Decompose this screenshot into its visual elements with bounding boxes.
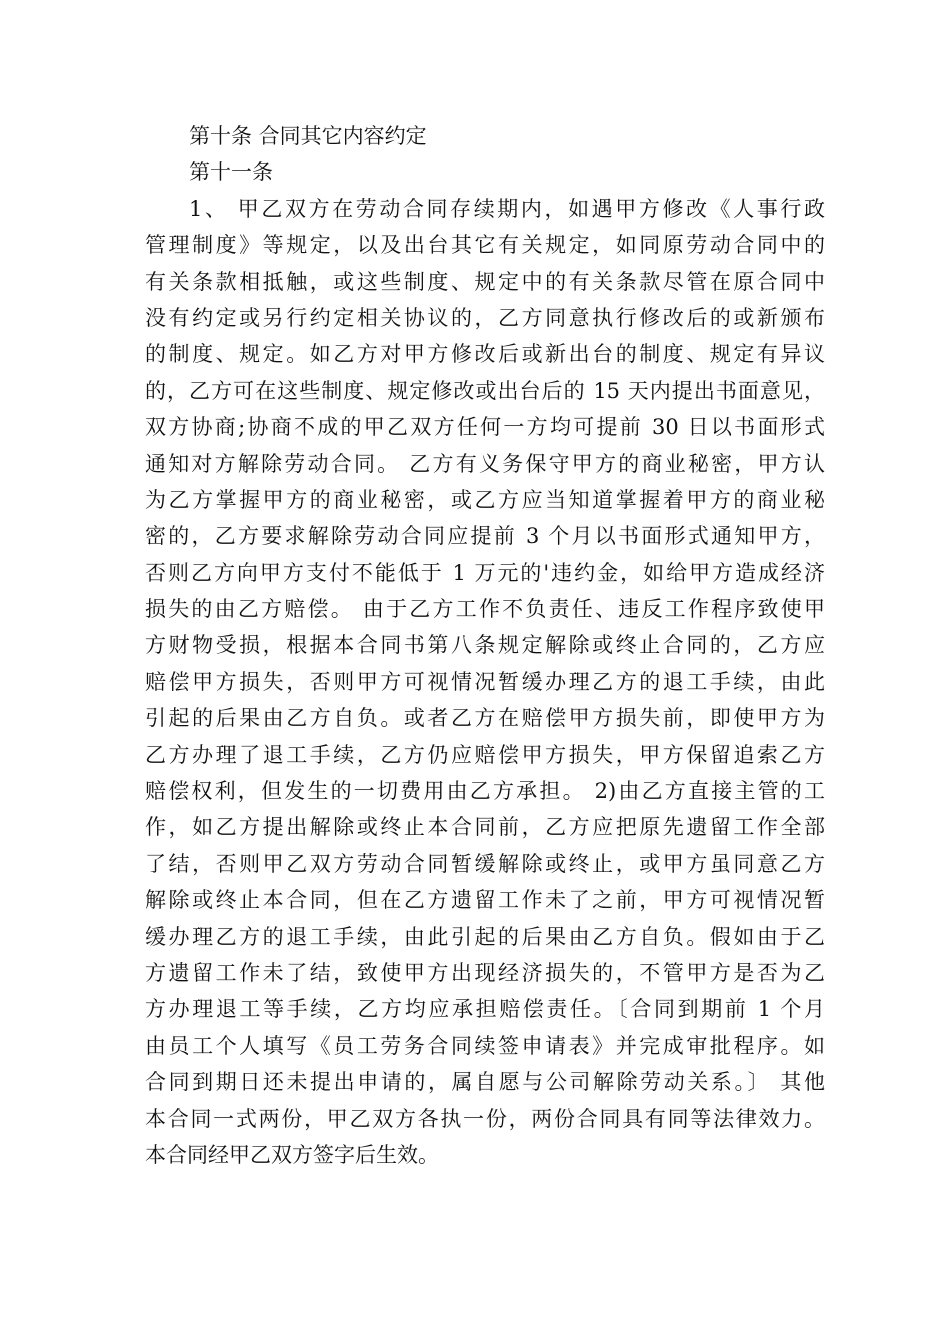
text-line: 通知对方解除劳动合同。 乙方有义务保守甲方的商业秘密，甲方认 [145,451,825,476]
text-line: 本合同一式两份，甲乙双方各执一份，两份合同具有同等法律效力。 [145,1106,825,1131]
text-line: 有关条款相抵触，或这些制度、规定中的有关条款尽管在原合同中 [145,269,825,294]
text-line: 没有约定或另行约定相关协议的，乙方同意执行修改后的或新颁布 [145,305,825,330]
text-line: 的，乙方可在这些制度、规定修改或出台后的 15 天内提出书面意见， [145,378,825,403]
text-line: 赔偿权利，但发生的一切费用由乙方承担。 2)由乙方直接主管的工 [145,779,825,804]
text-line: 否则乙方向甲方支付不能低于 1 万元的'违约金，如给甲方造成经济 [145,560,825,585]
text-line: 缓办理乙方的退工手续，由此引起的后果由乙方自负。假如由于乙 [145,924,825,949]
article-11-heading: 第十一条 [189,160,273,185]
article-10-heading: 第十条 合同其它内容约定 [189,124,427,148]
text-line: 引起的后果由乙方自负。或者乙方在赔偿甲方损失前，即使甲方为 [145,706,825,731]
text-line: 本合同经甲乙双方签字后生效。 [145,1142,439,1167]
text-line: 管理制度》等规定，以及出台其它有关规定，如同原劳动合同中的 [145,233,825,258]
text-line: 合同到期日还未提出申请的，属自愿与公司解除劳动关系。〕 其他 [145,1070,825,1095]
text-line: 为乙方掌握甲方的商业秘密，或乙方应当知道掌握着甲方的商业秘 [145,487,825,512]
text-line: 方遗留工作未了结，致使甲方出现经济损失的，不管甲方是否为乙 [145,960,825,985]
document-body [145,118,825,1173]
text-line: 双方协商;协商不成的甲乙双方任何一方均可提前 30 日以书面形式 [145,415,825,440]
text-line: 密的，乙方要求解除劳动合同应提前 3 个月以书面形式通知甲方， [145,524,825,549]
text-line: 由员工个人填写《员工劳务合同续签申请表》并完成审批程序。如 [145,1033,825,1058]
text-line: 乙方办理了退工手续，乙方仍应赔偿甲方损失，甲方保留追索乙方 [145,742,825,767]
text-line: 解除或终止本合同，但在乙方遗留工作未了之前，甲方可视情况暂 [145,888,825,913]
text-line: 损失的由乙方赔偿。 由于乙方工作不负责任、违反工作程序致使甲 [145,597,825,622]
text-line: 方办理退工等手续，乙方均应承担赔偿责任。〔合同到期前 1 个月 [145,997,825,1022]
text-line: 1、 甲乙双方在劳动合同存续期内，如遇甲方修改《人事行政 [189,196,825,221]
text-line: 的制度、规定。如乙方对甲方修改后或新出台的制度、规定有异议 [145,342,825,367]
text-line: 作，如乙方提出解除或终止本合同前，乙方应把原先遗留工作全部 [145,815,825,840]
text-line: 方财物受损，根据本合同书第八条规定解除或终止合同的，乙方应 [145,633,825,658]
text-line: 赔偿甲方损失，否则甲方可视情况暂缓办理乙方的退工手续，由此 [145,669,825,694]
text-line: 了结，否则甲乙双方劳动合同暂缓解除或终止，或甲方虽同意乙方 [145,851,825,876]
